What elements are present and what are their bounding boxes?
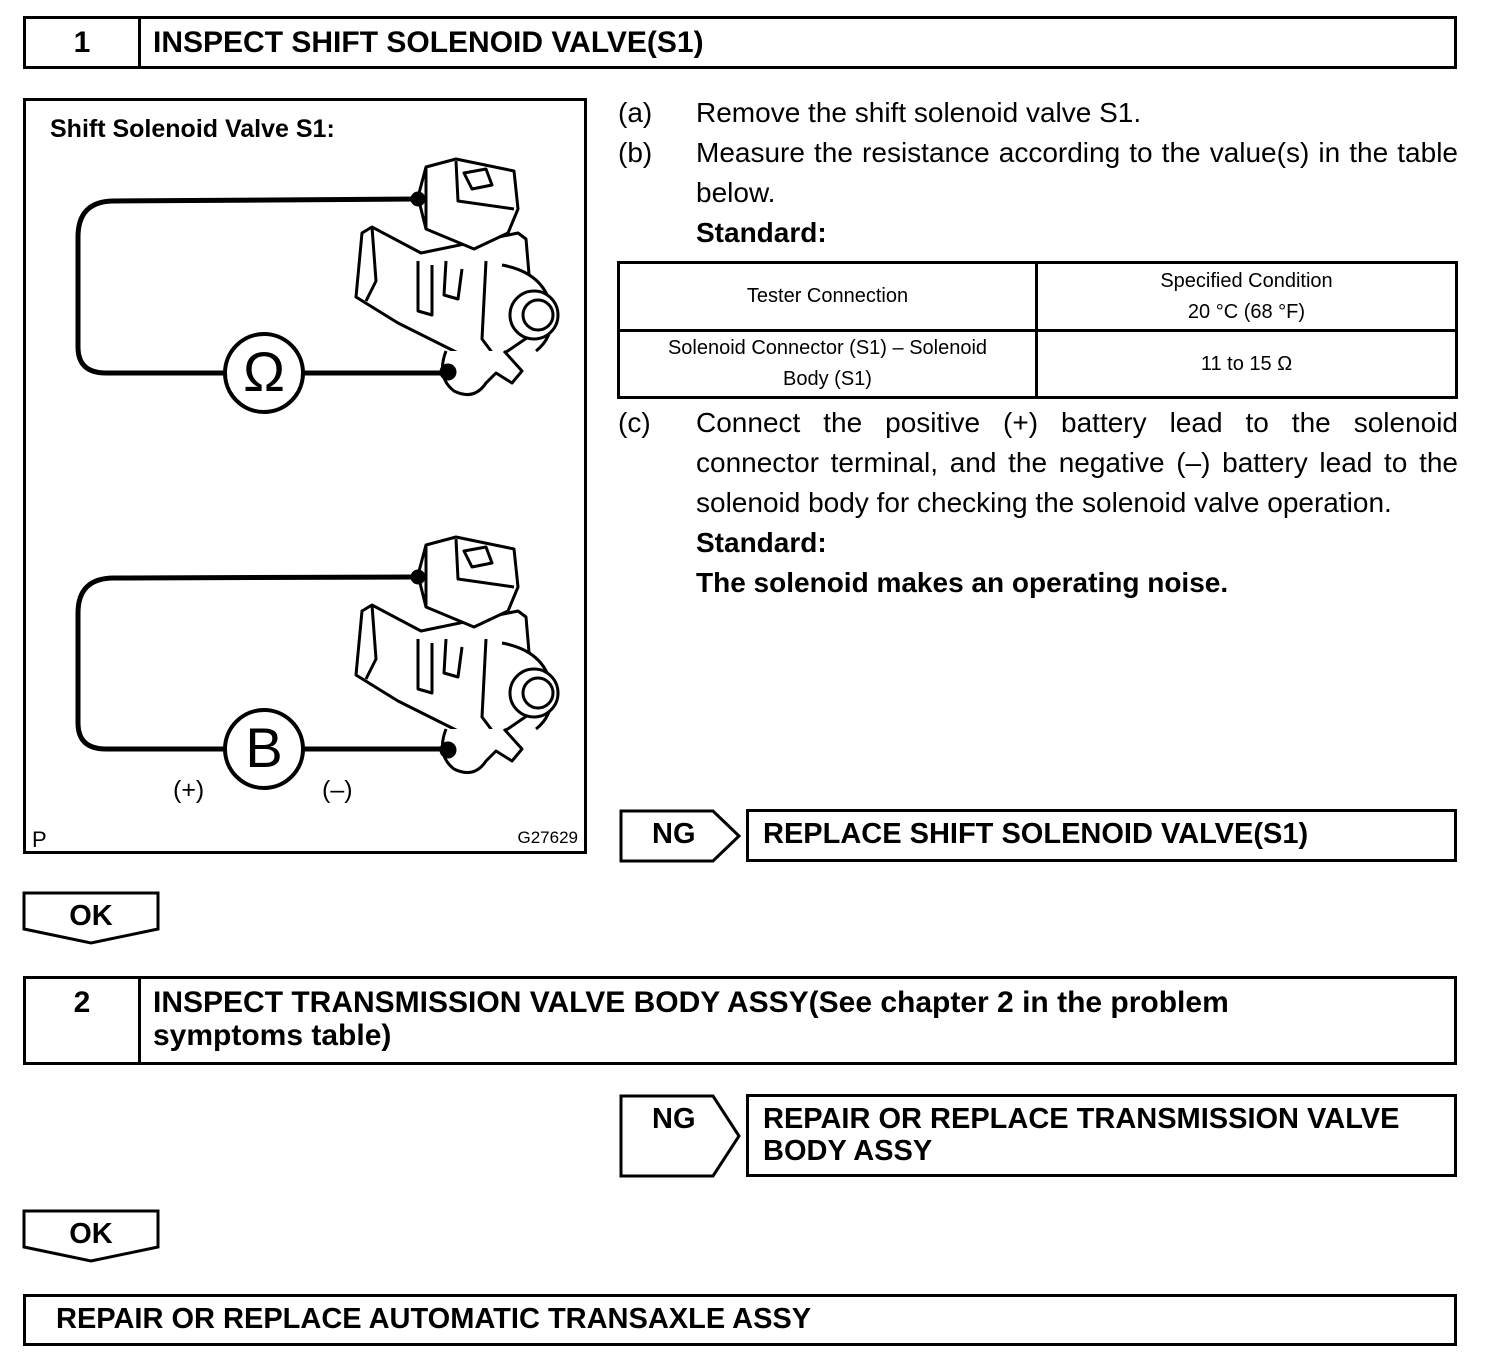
instruction-c-text: Connect the positive (+) battery lead to the solenoid connector terminal, and the negative (–) battery lead to the solenoid body for checking the solenoid valve operation. (696, 407, 1458, 518)
table-cell-line: Body (S1) (783, 368, 872, 390)
instruction-c-result: The solenoid makes an operating noise. (696, 567, 1229, 598)
step-title (141, 979, 1241, 1062)
ng-result-1: REPLACE SHIFT SOLENOID VALVE(S1) (746, 809, 1457, 862)
final-action-box: REPAIR OR REPLACE AUTOMATIC TRANSAXLE ASSY (23, 1294, 1457, 1346)
figure-corner-letter: P (32, 827, 47, 852)
table-header-line: 20 °C (68 °F) (1187, 300, 1306, 323)
table-row (619, 331, 1457, 398)
instruction-b-label: (b) (618, 137, 653, 168)
solenoid-valve-upper (356, 159, 558, 395)
solenoid-diagram (26, 101, 584, 851)
ng-result-line: REPAIR OR REPLACE TRANSMISSION VALVE (763, 1103, 1400, 1135)
step-title-line: INSPECT TRANSMISSION VALVE BODY ASSY(See chapter 2 in the problem (153, 986, 1229, 1019)
table-cell: 11 to 15 Ω (1037, 331, 1457, 398)
step-1-header (23, 16, 1457, 69)
table-cell-line: Solenoid Connector (S1) – Solenoid (667, 337, 988, 359)
ng-result-2 (746, 1094, 1457, 1177)
instruction-b-standard: Standard: (696, 217, 827, 248)
figure-title: Shift Solenoid Valve S1: (50, 115, 335, 143)
instruction-c-label: (c) (618, 407, 651, 438)
table-header-cell: Tester Connection (619, 263, 1037, 331)
step-number: 2 (26, 979, 141, 1062)
step-title-line: symptoms table) (153, 1019, 392, 1052)
figure-code: G27629 (517, 828, 578, 847)
negative-terminal-label: (–) (322, 776, 353, 804)
table-cell (619, 331, 1037, 398)
solenoid-valve-lower (356, 537, 558, 773)
ok-label-2: OK (69, 1218, 113, 1250)
instruction-a-label: (a) (618, 97, 653, 128)
ok-label-1: OK (69, 900, 113, 932)
solenoid-figure (23, 98, 587, 854)
instruction-c-standard: Standard: (696, 527, 827, 558)
instruction-c (618, 403, 1458, 603)
step-title: INSPECT SHIFT SOLENOID VALVE(S1) (153, 26, 704, 59)
resistance-spec-table (617, 261, 1458, 399)
table-header-row (619, 263, 1457, 331)
ohmmeter-symbol: Ω (243, 340, 285, 403)
instruction-b-text: Measure the resistance according to the value(s) in the table below. (696, 137, 1458, 208)
ng-result-line: BODY ASSY (763, 1135, 933, 1167)
battery-symbol: B (245, 716, 283, 779)
ng-label-2: NG (652, 1103, 696, 1135)
instruction-a (618, 93, 1458, 133)
positive-terminal-label: (+) (173, 776, 205, 804)
table-header-line: Specified Condition (1160, 269, 1333, 292)
step-2-header (23, 976, 1457, 1065)
instruction-b (618, 133, 1458, 253)
ng-label-1: NG (652, 818, 696, 850)
table-header-cell (1037, 263, 1457, 331)
instruction-a-text: Remove the shift solenoid valve S1. (696, 97, 1142, 128)
step-number: 1 (26, 19, 141, 66)
